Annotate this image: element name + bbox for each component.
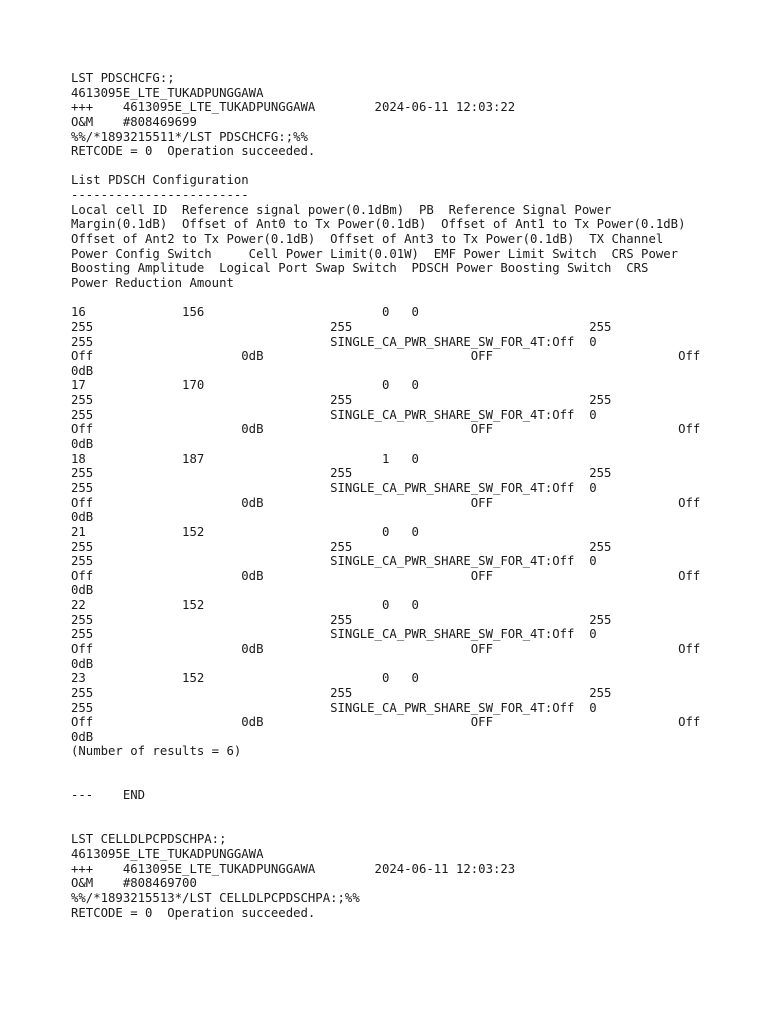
report-line: +++ 4613095E_LTE_TUKADPUNGGAWA 2024-06-11 12:03:23 (71, 861, 516, 876)
pdsch-header (71, 71, 751, 159)
retcode-line: RETCODE = 0 Operation succeeded. (71, 144, 316, 159)
spacer (71, 774, 751, 789)
row-line: 255 SINGLE_CA_PWR_SHARE_SW_FOR_4T:Off 0 (71, 700, 597, 715)
row-line: 255 255 255 (71, 612, 612, 627)
end-marker: --- END (71, 788, 146, 803)
report-line: +++ 4613095E_LTE_TUKADPUNGGAWA 2024-06-11 12:03:22 (71, 100, 516, 115)
table-row (71, 305, 751, 378)
row-line: 255 255 255 (71, 539, 612, 554)
spacer (71, 818, 751, 833)
command-output (71, 71, 751, 920)
row-line: 255 255 255 (71, 466, 612, 481)
row-line: 255 SINGLE_CA_PWR_SHARE_SW_FOR_4T:Off 0 (71, 627, 597, 642)
table-row (71, 452, 751, 525)
ne-name: 4613095E_LTE_TUKADPUNGGAWA (71, 846, 264, 861)
row-line: Off 0dB OFF Off (71, 568, 701, 583)
row-line: 21 152 0 0 (71, 524, 419, 539)
row-line: Off 0dB OFF Off (71, 349, 701, 364)
spacer (71, 803, 751, 818)
result-rows (71, 305, 751, 744)
om-line: O&M #808469699 (71, 114, 197, 129)
table-row (71, 525, 751, 598)
table-row (71, 671, 751, 744)
column-header-line: Margin(0.1dB) Offset of Ant0 to Tx Power(0.1dB) Offset of Ant1 to Tx Power(0.1dB) (71, 217, 686, 232)
row-line: 0dB (71, 729, 94, 744)
retcode-line: RETCODE = 0 Operation succeeded. (71, 905, 316, 920)
row-line: 16 156 0 0 (71, 305, 419, 320)
row-line: Off 0dB OFF Off (71, 495, 701, 510)
row-line: 17 170 0 0 (71, 378, 419, 393)
echo-line: %%/*1893215513*/LST CELLDLPCPDSCHPA:;%% (71, 890, 360, 905)
row-line: 22 152 0 0 (71, 598, 419, 613)
celldl-header (71, 832, 751, 920)
om-line: O&M #808469700 (71, 876, 197, 891)
column-header-line: Local cell ID Reference signal power(0.1dBm) PB Reference Signal Power (71, 202, 612, 217)
row-line: 0dB (71, 656, 94, 671)
row-line: 0dB (71, 583, 94, 598)
column-header-line: Power Reduction Amount (71, 275, 234, 290)
row-line: 255 SINGLE_CA_PWR_SHARE_SW_FOR_4T:Off 0 (71, 407, 597, 422)
table-row (71, 378, 751, 451)
section-title: List PDSCH Configuration (71, 173, 249, 188)
table-row (71, 598, 751, 671)
row-line: Off 0dB OFF Off (71, 422, 701, 437)
column-header-line: Offset of Ant2 to Tx Power(0.1dB) Offset of Ant3 to Tx Power(0.1dB) TX Channel (71, 232, 664, 247)
title-underline: ------------------------ (71, 188, 249, 203)
column-headers (71, 203, 751, 291)
result-count: (Number of results = 6) (71, 744, 242, 759)
row-line: 0dB (71, 510, 94, 525)
row-line: 255 SINGLE_CA_PWR_SHARE_SW_FOR_4T:Off 0 (71, 480, 597, 495)
spacer (71, 759, 751, 774)
row-line: Off 0dB OFF Off (71, 641, 701, 656)
row-line: 0dB (71, 363, 94, 378)
row-line: 0dB (71, 437, 94, 452)
command-line: LST CELLDLPCPDSCHPA:; (71, 832, 227, 847)
spacer (71, 291, 751, 306)
row-line: 18 187 1 0 (71, 451, 419, 466)
echo-line: %%/*1893215511*/LST PDSCHCFG:;%% (71, 129, 308, 144)
spacer (71, 159, 751, 174)
row-line: 255 255 255 (71, 319, 612, 334)
column-header-line: Power Config Switch Cell Power Limit(0.01W) EMF Power Limit Switch CRS Power (71, 246, 679, 261)
row-line: 255 255 255 (71, 393, 612, 408)
row-line: Off 0dB OFF Off (71, 715, 701, 730)
column-header-line: Boosting Amplitude Logical Port Swap Switch PDSCH Power Boosting Switch CRS (71, 261, 649, 276)
row-line: 255 SINGLE_CA_PWR_SHARE_SW_FOR_4T:Off 0 (71, 554, 597, 569)
command-line: LST PDSCHCFG:; (71, 71, 175, 85)
row-line: 255 SINGLE_CA_PWR_SHARE_SW_FOR_4T:Off 0 (71, 334, 597, 349)
row-line: 255 255 255 (71, 685, 612, 700)
row-line: 23 152 0 0 (71, 671, 419, 686)
ne-name: 4613095E_LTE_TUKADPUNGGAWA (71, 85, 264, 100)
